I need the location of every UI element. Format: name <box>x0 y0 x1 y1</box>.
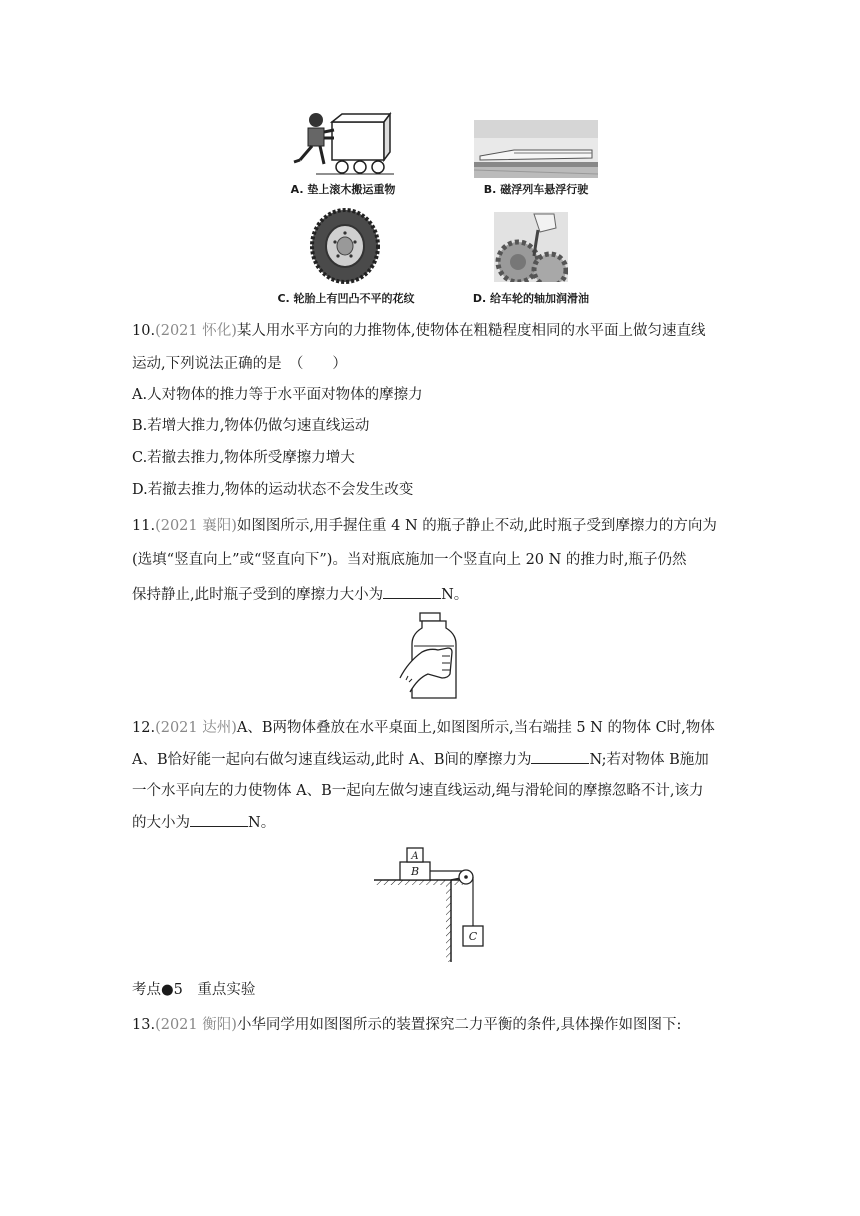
q12-line4-text: 的大小为 <box>132 815 190 831</box>
q12-answer-blank-1[interactable] <box>531 749 589 764</box>
q11-text: 如图图所示,用手握住重 4 N 的瓶子静止不动,此时瓶子受到摩擦力的方向为 <box>236 518 717 534</box>
figure-c-caption: C. 轮胎上有凹凸不平的花纹 <box>277 292 415 305</box>
q12-line2 <box>132 749 709 770</box>
q12-answer-blank-2[interactable] <box>190 812 248 827</box>
q13-line1 <box>132 1015 681 1035</box>
q10-stem-line2: 运动,下列说法正确的是 （ ） <box>132 356 347 372</box>
q10-option-d: D.若撤去推力,物体的运动状态不会发生改变 <box>132 482 414 498</box>
q11-unit: N。 <box>441 587 469 603</box>
q11-line3 <box>132 584 468 605</box>
q10-source: (2021 怀化) <box>155 323 237 339</box>
q12-line4 <box>132 812 275 833</box>
figure-d-caption: D. 给车轮的轴加润滑油 <box>472 292 590 305</box>
section-heading: 考点●5 重点实验 <box>132 982 256 998</box>
q10-option-c: C.若撤去推力,物体所受摩擦力增大 <box>132 450 355 466</box>
figure-a-rolling-logs-image <box>286 106 398 178</box>
figure-d-gear-oil-image <box>494 212 568 282</box>
figure-a-caption: A. 垫上滚木搬运重物 <box>290 183 396 196</box>
q10-stem-text: 某人用水平方向的力推物体,使物体在粗糙程度相同的水平面上做匀速直线 <box>236 323 706 339</box>
q12-source: (2021 达州) <box>155 720 237 736</box>
q12-label-b: B <box>410 865 420 878</box>
q11-source: (2021 襄阳) <box>155 518 237 534</box>
q11-line2: (选填“竖直向上”或“竖直向下”)。当对瓶底施加一个竖直向上 20 N 的推力时,瓶子仍然 <box>132 552 687 568</box>
q10-stem-line1 <box>132 321 706 341</box>
q12-line2-text: A、B恰好能一起向右做匀速直线运动,此时 A、B间的摩擦力为 <box>132 752 532 768</box>
q12-text: A、B两物体叠放在水平桌面上,如图图所示,当右端挂 5 N 的物体 C时,物体 <box>236 720 715 736</box>
figure-b-maglev-train-image <box>474 120 598 178</box>
q13-source: (2021 衡阳) <box>155 1017 237 1033</box>
q12-unit: N。 <box>248 815 276 831</box>
q10-number: 10. <box>132 323 156 339</box>
q11-line3-text: 保持静止,此时瓶子受到的摩擦力大小为 <box>132 587 384 603</box>
q11-bottle-hand-diagram <box>398 612 462 702</box>
q11-line1 <box>132 516 717 536</box>
q13-text: 小华同学用如图图所示的装置探究二力平衡的条件,具体操作如图图下: <box>236 1017 682 1033</box>
figure-c-tire-image <box>309 208 381 284</box>
q10-option-b: B.若增大推力,物体仍做匀速直线运动 <box>132 418 370 434</box>
figure-b-caption: B. 磁浮列车悬浮行驶 <box>483 183 589 196</box>
q11-answer-blank[interactable] <box>383 584 441 599</box>
q12-line3: 一个水平向左的力使物体 A、B一起向左做匀速直线运动,绳与滑轮间的摩擦忽略不计,该力 <box>132 783 704 799</box>
q13-number: 13. <box>132 1017 156 1033</box>
q12-line2-rest: N;若对物体 B施加 <box>589 752 709 768</box>
q11-number: 11. <box>132 518 156 534</box>
q12-pulley-diagram <box>370 842 490 966</box>
q12-number: 12. <box>132 720 156 736</box>
q12-label-a: A <box>411 851 419 862</box>
q12-line1 <box>132 718 715 738</box>
q10-option-a: A.人对物体的推力等于水平面对物体的摩擦力 <box>132 387 423 403</box>
q12-label-c: C <box>468 930 478 943</box>
